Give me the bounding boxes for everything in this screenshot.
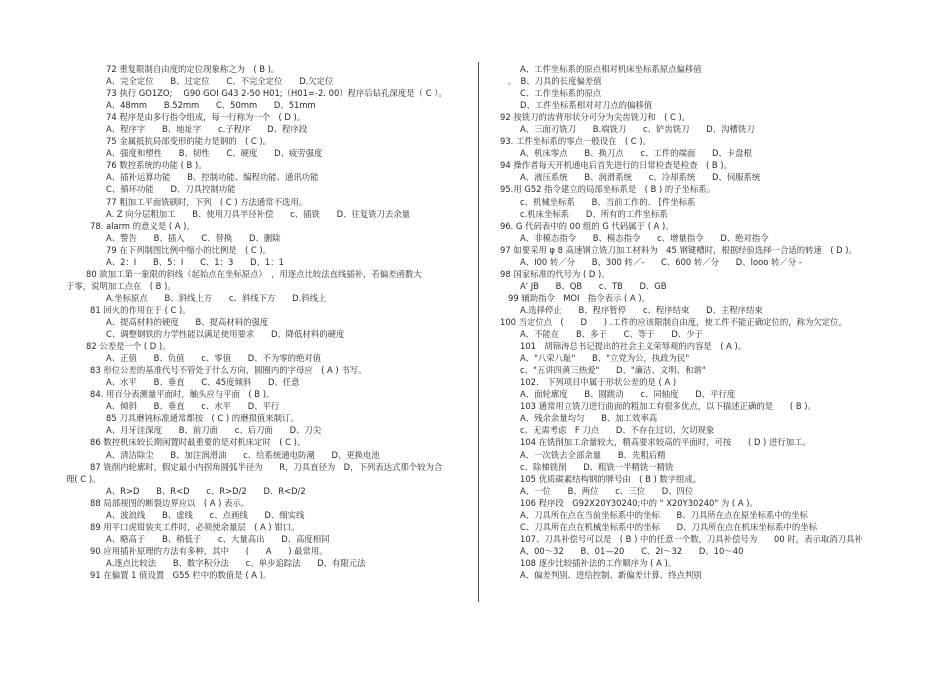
text-line: 81 回火的作用在于 ( C )。 bbox=[90, 304, 191, 315]
text-line: 77 粗加工平面铣刷时，下列 ( C ) 方法通常不选用。 bbox=[106, 196, 308, 207]
text-line: 74 程序是由多行指令组成，每一行称为一个 ( D )。 bbox=[106, 112, 306, 123]
text-line: A、水平 B、垂直 C、45度倾斜 D、任意 bbox=[106, 377, 300, 388]
text-line: A、正值 B、负值 c、零值 D、不为零的绝对值 bbox=[106, 353, 322, 364]
text-line: 95.用 G52 指令建立的局部坐标系是 ( B ) 的子坐标系。 bbox=[500, 184, 716, 195]
column-divider bbox=[478, 62, 479, 602]
text-line: 73 执行 GO1ZO; G90 GOI G43 2-50 H01;（H01=-2. 00）程序后钻孔深度是（ C ）。 bbox=[106, 88, 447, 99]
text-line: A、月牙洼深度 B、前刀面 c、后刀面 D、刀尖 bbox=[106, 425, 322, 436]
text-line: 88 局部视图的断裂边界应以 ( A ) 表示。 bbox=[90, 497, 250, 508]
text-line: A、三面刃铣刀 B.端铣刀 c、铲齿铣刀 D、沟槽铣刀 bbox=[520, 124, 755, 135]
text-line: 104 在铣削加工余量较大，精高要求较高的平面时，可按 ( D ) 进行加工。 bbox=[520, 437, 811, 448]
text-line: C、刀具所在点在机械坐标系中的坐标 D、刀具所在点在机床坐标系中的坐标 bbox=[520, 521, 818, 532]
text-line: A.坐标原点 B、斜线上方 c、斜线下方 D.斜线上 bbox=[106, 292, 327, 303]
text-line: 100 当定位点 ( D ) .工件的应该限制自由度，使工件不能正确定位的，称为欠定位。 bbox=[500, 316, 847, 327]
text-line: 80 欲加工第一象限的斜线（起始点在坐标原点） ，用逐点比较法直线插补，若偏差函数大 bbox=[86, 268, 422, 279]
text-line: 89 用平口虎钳装夹工件时，必须使余量层 ( A ) 钳口。 bbox=[90, 521, 300, 532]
text-line: 106 程序段 G92X20Y30240;中的 " X20Y30240" 为 ( A )。 bbox=[520, 497, 758, 508]
text-line: 理( C )。 bbox=[66, 473, 101, 484]
text-line: A、2：I B、5：I C、1：3 D、1：1 bbox=[106, 256, 284, 267]
text-line: A、I00 转／分 B、300 转／- C、600 转／分 D、looo 转／分 - bbox=[520, 256, 802, 267]
text-line: 97 如要采用 φ 8 高速钢立铣刀加工材料为 45 钢键槽时，根据经验选择一合适的转速 ( D )。 bbox=[500, 244, 857, 255]
text-line: c.机床坐标系 D、所有的工件坐标系 bbox=[520, 208, 668, 219]
text-line: 103 通常用立铣刀进行曲面的粗加工有很多优点，以下描述正确的是 ( B )。 bbox=[520, 401, 816, 412]
text-line: 91 在偏置 1 值设置 G55 栏中的数值是 ( A )。 bbox=[90, 569, 272, 580]
text-line: A、残余余量均匀 B、加工效率高 bbox=[520, 413, 658, 424]
text-line: A、波浪线 B、虚线 c、点画线 D、细实线 bbox=[106, 509, 305, 520]
text-line: A、R>D B、R<D c、R>D/2 D、R<D/2 bbox=[106, 485, 306, 496]
text-line: D、工件坐标系相对对刀点的偏移值 bbox=[520, 100, 653, 111]
text-line: A、一次铣去全部余量 B、先粗后精 bbox=[520, 449, 666, 460]
text-line: 于零，说明加工点在 ( B )。 bbox=[66, 280, 176, 291]
text-line: A、工件坐标系的原点相对机床坐标系原点偏移值 bbox=[520, 64, 702, 74]
left-column bbox=[66, 63, 474, 581]
text-line: 94 操作者每天开机通电后首先进行的日常检查是检查 ( B )。 bbox=[500, 160, 732, 171]
text-line: A、刀具所在点在当前坐标系中的坐标 B、刀具所在点在原坐标系中的坐标 bbox=[520, 509, 808, 520]
text-line: A、倾斜 B、垂直 c、水平 D、平行 bbox=[106, 401, 280, 412]
text-line: 105 优质碳素结构钢的牌号由 ( B ) 数字组成。 bbox=[520, 473, 702, 484]
text-line: A、"八荣八耻" B、"立党为公，执政为民" bbox=[520, 353, 690, 364]
text-line: 。 B、刀具的长度偏差值 bbox=[508, 76, 602, 87]
text-line: 96. G 代码表中的 00 组的 G 代码属于 ( A )。 bbox=[500, 220, 674, 231]
text-line: A、程序字 B、地址字 c.子程序 D、程序段 bbox=[106, 124, 308, 135]
text-line: 83 形位公差的基准代号不管处于什么方向，圆圈内的字母应 ( A ) 书写。 bbox=[90, 365, 367, 376]
text-line: 87 铣削内轮廓时，假定最小内拐角圆弧半径为 R，刀具直径为 D，下列表达式那个较为合 bbox=[90, 461, 443, 472]
text-line: C、调整钢铁的力学性能以满足使用要求 D、降低材料的硬度 bbox=[106, 329, 345, 340]
right-column bbox=[500, 63, 900, 581]
text-line: 75 金属抵抗局部变形的能力是钢的 ( C )。 bbox=[106, 136, 272, 147]
text-line: C、工作坐标系的原点 bbox=[520, 88, 602, 99]
text-line: A. Z 向分层粗加工 B、使用刀具半径补偿 c、插铣 D、往复铣刀去余量 bbox=[106, 208, 411, 219]
text-line: 72 重复限制自由度的定位现象称之为 ( B )。 bbox=[106, 64, 280, 74]
text-line: A、不能在 B、多于 C、等于 D、少于 bbox=[520, 329, 703, 340]
text-line: A、完全定位 B、过定位 C、不完全定位 D.欠定位 bbox=[106, 76, 334, 87]
text-line: A、提高材料的硬度 B、提高材料的强度 bbox=[106, 316, 269, 327]
text-line: 90 应用插补原理的方法有多种，其中 ( A ) 最常用。 bbox=[90, 545, 328, 556]
text-line: A' JB B、QB c、TB D、GB bbox=[520, 280, 667, 291]
text-line: c、"五讲四黄三热爱" D、"廉洁、文明、和谐" bbox=[520, 365, 706, 376]
text-line: 82 公差是一个 ( D )。 bbox=[86, 341, 171, 352]
text-line: A、一位 B、两位 c、三位 D、四位 bbox=[520, 485, 694, 496]
text-line: 92 按铣刀的齿背形状分可分为尖齿铣刀和 ( C )。 bbox=[500, 112, 691, 123]
text-line: A、插补运算功能 B、控制功能、编程功能、通讯功能 bbox=[106, 172, 319, 183]
text-line: C、循环功能 D、刀具控制功能 bbox=[106, 184, 236, 195]
text-line: A、强度和塑性 B、韧性 C、硬度 D、疲劳强度 bbox=[106, 148, 323, 159]
text-line: A、面轮廓度 B、圆跳动 c、同轴度 D、平行度 bbox=[520, 389, 736, 400]
text-line: A、略高于 B、稍低于 c、大量高出 D、高度相同 bbox=[106, 533, 330, 544]
text-line: c、机械坐标系 B、当前工作的. [件坐标系 bbox=[520, 196, 696, 207]
text-line: A、非模态指令 B、模态指令 c、增量指令 D、绝对指令 bbox=[520, 232, 769, 243]
text-line: 108 逐步比较插补法的工作顺序为 ( A )。 bbox=[520, 557, 677, 568]
text-line: 107、刀具补偿号可以是 ( B ) 中的任意一个数，刀具补偿号为 00 时，表示取消刀具补 bbox=[520, 533, 863, 544]
text-line: A.选择停止 B、程序暂停 c、程序结束 D、主程序结束 bbox=[520, 304, 763, 315]
text-line: 86 数控机床较长期闲置时最重要的是对机床定时 ( C )。 bbox=[90, 437, 306, 448]
text-line: 101 胡锦涛总书记提出的社会主义荣辱观的内容是 ( A )。 bbox=[520, 341, 747, 352]
text-line: A、机床零点 B、换刀点 c、工件的端面 D、卡盘根 bbox=[520, 148, 752, 159]
text-line: A.逐点比较法 B、数字积分法 c、单步追踪法 D、有限元法 bbox=[106, 557, 366, 568]
text-line: A、偏差判别、进给控制、新偏差计算、终点判别 bbox=[520, 569, 702, 580]
text-line: 78. alarm 的意义是 ( A )。 bbox=[90, 220, 195, 231]
text-line: 76 数控系统的功能 ( B )。 bbox=[106, 160, 207, 171]
text-line: 102. 下列项目中属于形状公差的是 ( A ) bbox=[520, 377, 677, 388]
text-line: c、除梯铣削 D、粗铣一半精铣一精铣 bbox=[520, 461, 674, 472]
text-line: A、清洁除尘 B、加注润滑油 c、给系统通电防潮 D、更换电池 bbox=[106, 449, 380, 460]
text-line: 85 刀具磨钝标准通常都按 ( C ) 的磨损值来制订。 bbox=[106, 413, 299, 424]
text-line: c、无需考虑 F 刀点 D、不存在过切、欠切现象 bbox=[520, 425, 715, 436]
text-line: 98 国家标准的代号为 ( D )。 bbox=[500, 268, 610, 279]
text-line: A、警告 B、插入 C、替换 D、删除 bbox=[106, 232, 281, 243]
text-line: 79 在下列制图比例中缩小的比例是 ( C )。 bbox=[106, 244, 272, 255]
text-line: A、液压系统 B、润滑系统 c、冷却系统 D、伺服系统 bbox=[520, 172, 761, 183]
text-line: A、48mm B.52mm C、50mm D、51mm bbox=[106, 100, 316, 111]
text-line: A、00～32 B、01—20 C、2I～32 D、10～40 bbox=[520, 545, 744, 556]
text-line: 93. 工件坐标系的零点一般设在 ( C )。 bbox=[500, 136, 651, 147]
text-line: 99 辅助指令 MOI 指令表示 ( A )。 bbox=[508, 292, 650, 303]
text-line: 84. 用百分表测量平面时，触头应与平面 ( B )。 bbox=[90, 389, 275, 400]
